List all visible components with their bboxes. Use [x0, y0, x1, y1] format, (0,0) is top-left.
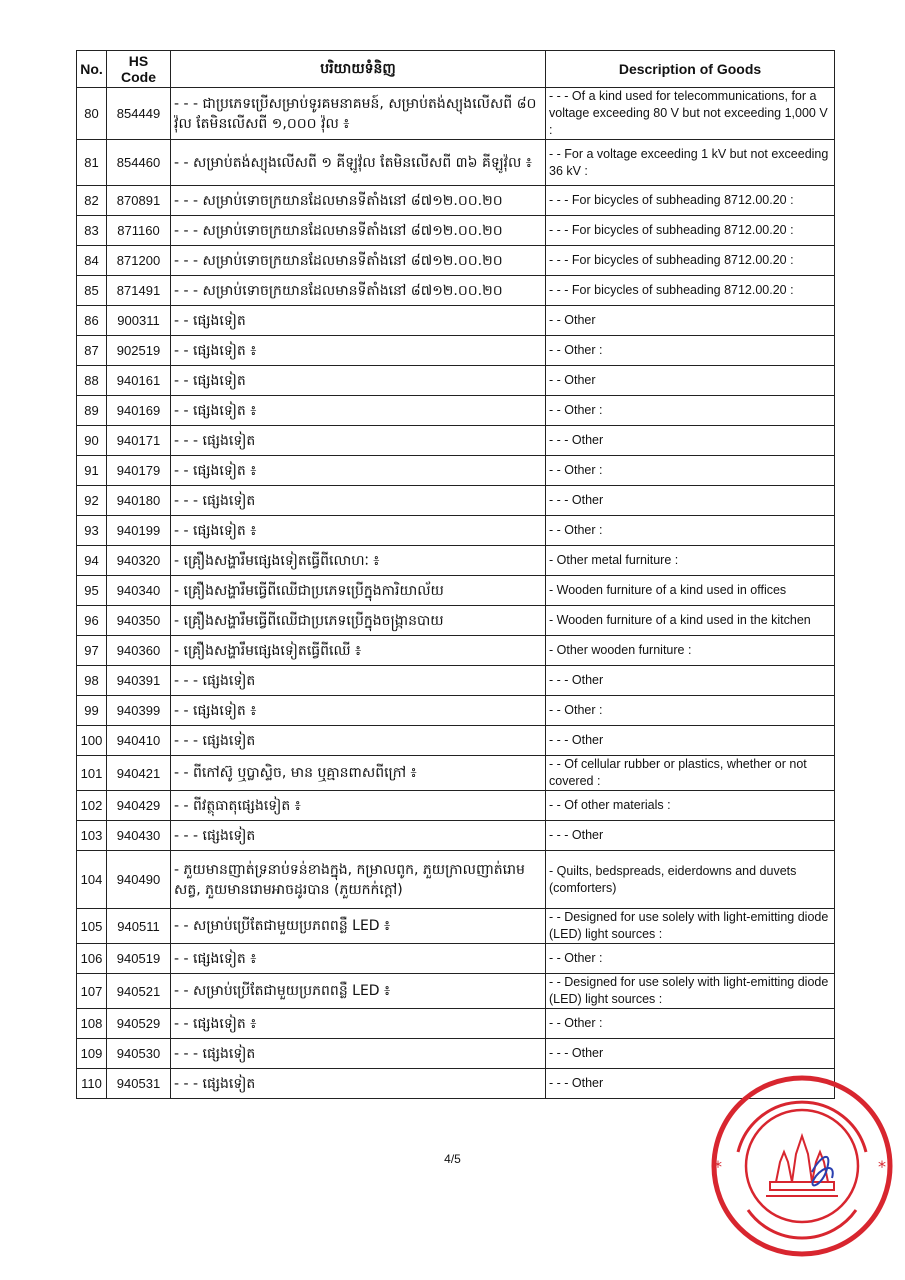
table-row — [77, 666, 835, 696]
table-row — [77, 216, 835, 246]
row-number: 82 — [77, 186, 107, 216]
row-english-description: - - - Of a kind used for telecommunications, for a voltage exceeding 80 V but not exceeding 1,000 V : — [546, 88, 835, 140]
table-row — [77, 456, 835, 486]
row-hs-code: 940410 — [107, 726, 171, 756]
table-row — [77, 726, 835, 756]
row-khmer-description: - - - ផ្សេងទៀត — [171, 666, 546, 696]
row-english-description: - - - For bicycles of subheading 8712.00.20 : — [546, 186, 835, 216]
row-khmer-description: - គ្រឿងសង្ហារឹមធ្វើពីឈើជាប្រភេទប្រើក្នុងចង្ក្រានបាយ — [171, 606, 546, 636]
row-hs-code: 940161 — [107, 366, 171, 396]
row-english-description: - - Of other materials : — [546, 791, 835, 821]
row-number: 85 — [77, 276, 107, 306]
row-number: 94 — [77, 546, 107, 576]
table-row — [77, 974, 835, 1009]
row-english-description: - Quilts, bedspreads, eiderdowns and duvets (comforters) — [546, 851, 835, 909]
table-row — [77, 636, 835, 666]
row-khmer-description: - - ផ្សេងទៀត ៖ — [171, 696, 546, 726]
row-hs-code: 940320 — [107, 546, 171, 576]
table-row — [77, 486, 835, 516]
header-hs-code: HS Code — [107, 51, 171, 88]
row-khmer-description: - - - សម្រាប់ទោចក្រយានដែលមានទីតាំងនៅ ៨៧១២.០០.២០ — [171, 276, 546, 306]
row-khmer-description: - - - ផ្សេងទៀត — [171, 1069, 546, 1099]
row-khmer-description: - គ្រឿងសង្ហារឹមផ្សេងទៀតធ្វើពីឈើ ៖ — [171, 636, 546, 666]
row-english-description: - - Other — [546, 366, 835, 396]
row-number: 80 — [77, 88, 107, 140]
row-number: 93 — [77, 516, 107, 546]
row-number: 106 — [77, 944, 107, 974]
table-row — [77, 909, 835, 944]
row-english-description: - - - Other — [546, 426, 835, 456]
table-row — [77, 186, 835, 216]
row-number: 109 — [77, 1039, 107, 1069]
row-english-description: - - Designed for use solely with light-emitting diode (LED) light sources : — [546, 909, 835, 944]
row-english-description: - - - Other — [546, 486, 835, 516]
header-khmer-description: បរិយាយទំនិញ — [171, 51, 546, 88]
row-number: 97 — [77, 636, 107, 666]
row-hs-code: 940430 — [107, 821, 171, 851]
row-hs-code: 940521 — [107, 974, 171, 1009]
row-khmer-description: - - ផ្សេងទៀត ៖ — [171, 396, 546, 426]
table-row — [77, 426, 835, 456]
row-hs-code: 900311 — [107, 306, 171, 336]
svg-text:*: * — [878, 1157, 886, 1176]
row-hs-code: 940399 — [107, 696, 171, 726]
row-english-description: - - - Other — [546, 821, 835, 851]
row-hs-code: 940391 — [107, 666, 171, 696]
table-row — [77, 576, 835, 606]
row-hs-code: 940421 — [107, 756, 171, 791]
row-khmer-description: - - ពីកៅស៊ូ ឬប្លាស្ទិច, មាន ឬគ្មានពាសពីក្រៅ ៖ — [171, 756, 546, 791]
row-english-description: - - Other : — [546, 456, 835, 486]
row-english-description: - - Other : — [546, 696, 835, 726]
row-khmer-description: - - ផ្សេងទៀត ៖ — [171, 944, 546, 974]
table-row — [77, 276, 835, 306]
row-hs-code: 870891 — [107, 186, 171, 216]
row-number: 110 — [77, 1069, 107, 1099]
row-number: 105 — [77, 909, 107, 944]
row-number: 100 — [77, 726, 107, 756]
row-number: 81 — [77, 140, 107, 186]
row-number: 103 — [77, 821, 107, 851]
row-hs-code: 940490 — [107, 851, 171, 909]
row-number: 107 — [77, 974, 107, 1009]
row-number: 90 — [77, 426, 107, 456]
row-number: 98 — [77, 666, 107, 696]
row-english-description: - Wooden furniture of a kind used in offices — [546, 576, 835, 606]
row-hs-code: 940511 — [107, 909, 171, 944]
row-khmer-description: - - - ផ្សេងទៀត — [171, 486, 546, 516]
table-row — [77, 306, 835, 336]
row-hs-code: 940429 — [107, 791, 171, 821]
row-khmer-description: - - - សម្រាប់ទោចក្រយានដែលមានទីតាំងនៅ ៨៧១២.០០.២០ — [171, 186, 546, 216]
row-number: 87 — [77, 336, 107, 366]
seal-text-ring — [738, 1102, 866, 1238]
row-khmer-description: - - សម្រាប់តង់ស្យុងលើសពី ១ គីឡូវ៉ុល តែមិនលើសពី ៣៦ គីឡូវ៉ុល ៖ — [171, 140, 546, 186]
row-number: 99 — [77, 696, 107, 726]
row-khmer-description: - - - សម្រាប់ទោចក្រយានដែលមានទីតាំងនៅ ៨៧១២.០០.២០ — [171, 246, 546, 276]
row-hs-code: 940180 — [107, 486, 171, 516]
row-khmer-description: - - ពីវត្ថុធាតុផ្សេងទៀត ៖ — [171, 791, 546, 821]
seal-rings — [714, 1078, 890, 1254]
table-row — [77, 821, 835, 851]
header-description-of-goods: Description of Goods — [546, 51, 835, 88]
row-khmer-description: - - - សម្រាប់ទោចក្រយានដែលមានទីតាំងនៅ ៨៧១២.០០.២០ — [171, 216, 546, 246]
row-english-description: - - - For bicycles of subheading 8712.00.20 : — [546, 276, 835, 306]
table-row — [77, 246, 835, 276]
row-hs-code: 940179 — [107, 456, 171, 486]
row-english-description: - - - Other — [546, 666, 835, 696]
table-row — [77, 336, 835, 366]
row-khmer-description: - គ្រឿងសង្ហារឹមធ្វើពីឈើជាប្រភេទប្រើក្នុងការិយាល័យ — [171, 576, 546, 606]
header-no: No. — [77, 51, 107, 88]
row-number: 92 — [77, 486, 107, 516]
page-number: 4/5 — [444, 1152, 461, 1166]
row-number: 84 — [77, 246, 107, 276]
table-row — [77, 546, 835, 576]
row-english-description: - - - Other — [546, 726, 835, 756]
row-number: 91 — [77, 456, 107, 486]
row-khmer-description: - - - ជាប្រភេទប្រើសម្រាប់ទូរគមនាគមន៍, សម្រាប់តង់ស្យុងលើសពី ៨០ វ៉ុល តែមិនលើសពី ១,០០០ វ៉ុល ៖ — [171, 88, 546, 140]
row-hs-code: 854449 — [107, 88, 171, 140]
row-hs-code: 871160 — [107, 216, 171, 246]
row-number: 102 — [77, 791, 107, 821]
row-english-description: - Other wooden furniture : — [546, 636, 835, 666]
row-khmer-description: - គ្រឿងសង្ហារឹមផ្សេងទៀតធ្វើពីលោហៈ ៖ — [171, 546, 546, 576]
row-hs-code: 902519 — [107, 336, 171, 366]
row-hs-code: 940360 — [107, 636, 171, 666]
row-hs-code: 871491 — [107, 276, 171, 306]
row-english-description: - - Of cellular rubber or plastics, whether or not covered : — [546, 756, 835, 791]
row-number: 101 — [77, 756, 107, 791]
row-khmer-description: - - សម្រាប់ប្រើតែជាមួយប្រភពពន្លឺ LED ៖ — [171, 909, 546, 944]
table-row — [77, 1009, 835, 1039]
row-khmer-description: - - សម្រាប់ប្រើតែជាមួយប្រភពពន្លឺ LED ៖ — [171, 974, 546, 1009]
row-number: 86 — [77, 306, 107, 336]
table-row — [77, 140, 835, 186]
row-hs-code: 854460 — [107, 140, 171, 186]
table-row — [77, 516, 835, 546]
table-row — [77, 791, 835, 821]
seal-star-icon — [714, 1157, 886, 1176]
row-english-description: - - Other : — [546, 944, 835, 974]
row-number: 95 — [77, 576, 107, 606]
table-row — [77, 696, 835, 726]
row-khmer-description: - - ផ្សេងទៀត ៖ — [171, 456, 546, 486]
table-header-row — [77, 51, 835, 88]
table-row — [77, 606, 835, 636]
row-number: 83 — [77, 216, 107, 246]
row-english-description: - - Other : — [546, 396, 835, 426]
row-english-description: - - Designed for use solely with light-emitting diode (LED) light sources : — [546, 974, 835, 1009]
row-khmer-description: - - ផ្សេងទៀត ៖ — [171, 516, 546, 546]
table-row — [77, 366, 835, 396]
row-number: 108 — [77, 1009, 107, 1039]
row-number: 104 — [77, 851, 107, 909]
row-english-description: - - Other : — [546, 336, 835, 366]
official-seal — [708, 1072, 896, 1260]
row-hs-code: 940171 — [107, 426, 171, 456]
row-hs-code: 940340 — [107, 576, 171, 606]
row-khmer-description: - ភួយមានញាត់ទ្រនាប់ទន់ខាងក្នុង, កម្រាលពូក, ភួយក្រាលញាត់រោមសត្វ, ភួយមានរោមអាចដូរបាន (ភួយកក់ក្ដៅ) — [171, 851, 546, 909]
row-khmer-description: - - ផ្សេងទៀត — [171, 366, 546, 396]
row-khmer-description: - - - ផ្សេងទៀត — [171, 426, 546, 456]
row-english-description: - - - Other — [546, 1069, 835, 1099]
row-number: 96 — [77, 606, 107, 636]
row-hs-code: 940169 — [107, 396, 171, 426]
row-english-description: - Other metal furniture : — [546, 546, 835, 576]
row-hs-code: 940199 — [107, 516, 171, 546]
row-english-description: - - - For bicycles of subheading 8712.00.20 : — [546, 216, 835, 246]
row-hs-code: 940531 — [107, 1069, 171, 1099]
row-english-description: - - For a voltage exceeding 1 kV but not exceeding 36 kV : — [546, 140, 835, 186]
row-number: 89 — [77, 396, 107, 426]
row-english-description: - - Other : — [546, 1009, 835, 1039]
table-body — [77, 88, 835, 1099]
table-row — [77, 396, 835, 426]
svg-text:*: * — [714, 1157, 722, 1176]
row-khmer-description: - - ផ្សេងទៀត ៖ — [171, 1009, 546, 1039]
row-hs-code: 940519 — [107, 944, 171, 974]
row-english-description: - - - For bicycles of subheading 8712.00.20 : — [546, 246, 835, 276]
table-row — [77, 944, 835, 974]
row-khmer-description: - - ផ្សេងទៀត ៖ — [171, 336, 546, 366]
table-row — [77, 756, 835, 791]
row-hs-code: 940350 — [107, 606, 171, 636]
hs-code-table — [76, 50, 835, 1099]
row-english-description: - - - Other — [546, 1039, 835, 1069]
row-number: 88 — [77, 366, 107, 396]
row-english-description: - Wooden furniture of a kind used in the kitchen — [546, 606, 835, 636]
table-row — [77, 88, 835, 140]
row-khmer-description: - - - ផ្សេងទៀត — [171, 726, 546, 756]
row-english-description: - - Other — [546, 306, 835, 336]
row-khmer-description: - - - ផ្សេងទៀត — [171, 821, 546, 851]
row-english-description: - - Other : — [546, 516, 835, 546]
row-hs-code: 940529 — [107, 1009, 171, 1039]
row-hs-code: 940530 — [107, 1039, 171, 1069]
row-khmer-description: - - - ផ្សេងទៀត — [171, 1039, 546, 1069]
row-hs-code: 871200 — [107, 246, 171, 276]
table-row — [77, 851, 835, 909]
row-khmer-description: - - ផ្សេងទៀត — [171, 306, 546, 336]
table-row — [77, 1039, 835, 1069]
